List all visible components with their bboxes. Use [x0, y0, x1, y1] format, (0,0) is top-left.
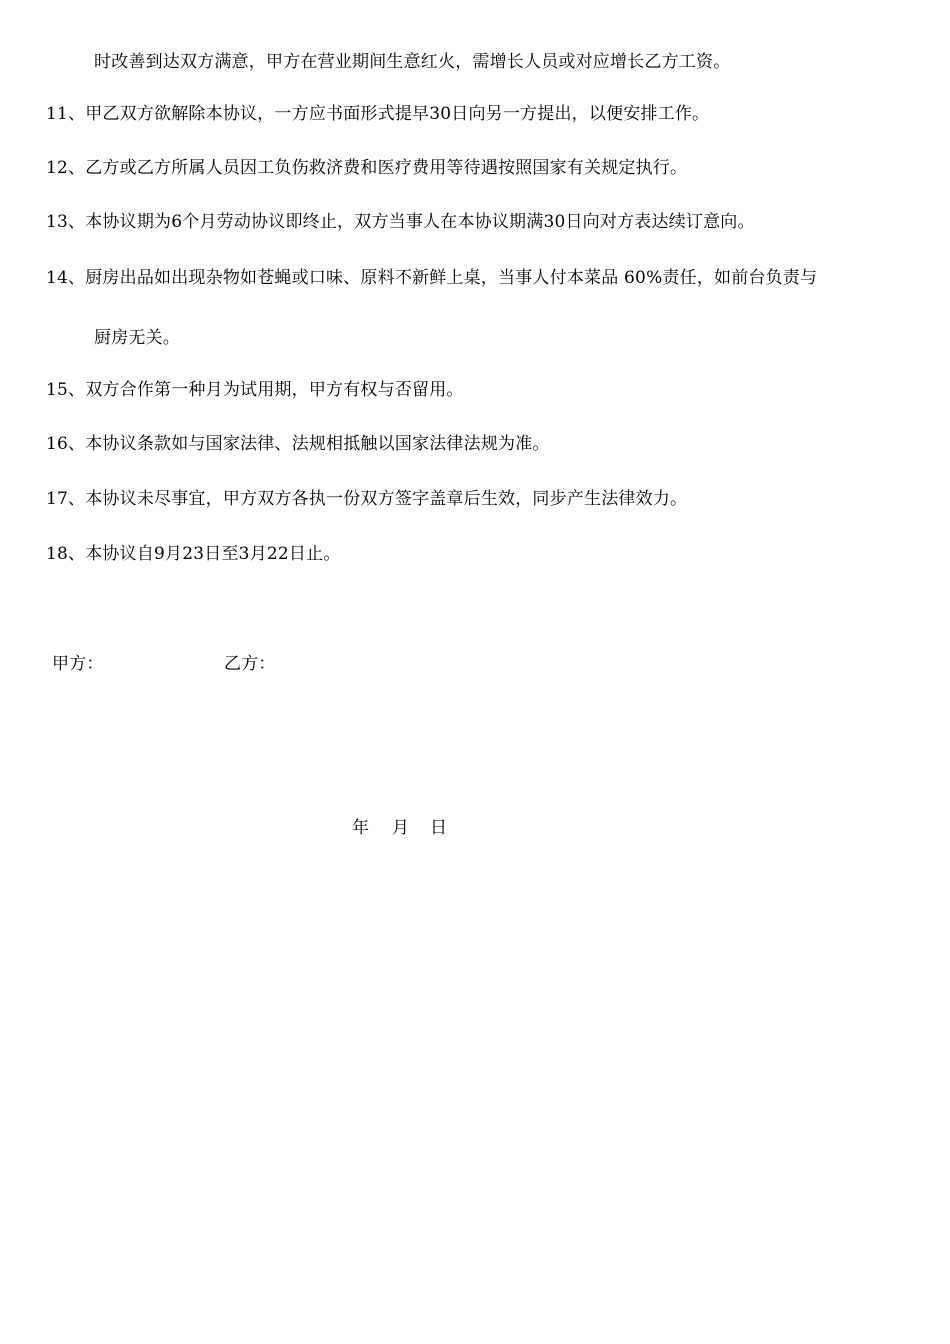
clause-14-continuation: 厨房无关。 — [94, 328, 180, 348]
clause-17: 17、本协议未尽事宜，甲方双方各执一份双方签字盖章后生效，同步产生法律效力。 — [46, 489, 688, 509]
signature-party-a: 甲方： — [52, 654, 104, 674]
clause-18: 18、本协议自9月23日至3月22日止。 — [46, 544, 341, 564]
signature-party-b: 乙方： — [224, 654, 276, 674]
continuation-text: 时改善到达双方满意，甲方在营业期间生意红火，需增长人员或对应增长乙方工资。 — [94, 52, 731, 72]
clause-13: 13、本协议期为6个月劳动协议即终止，双方当事人在本协议期满30日向对方表达续订意向。 — [46, 212, 755, 232]
clause-12: 12、乙方或乙方所属人员因工负伤救济费和医疗费用等待遇按照国家有关规定执行。 — [46, 158, 688, 178]
clause-11: 11、甲乙双方欲解除本协议，一方应书面形式提早30日向另一方提出，以便安排工作。 — [46, 104, 710, 124]
date-year: 年 — [352, 818, 370, 838]
clause-16: 16、本协议条款如与国家法律、法规相抵触以国家法律法规为准。 — [46, 434, 550, 454]
date-day: 日 — [430, 818, 448, 838]
date-month: 月 — [392, 818, 410, 838]
clause-14: 14、厨房出品如出现杂物如苍蝇或口味、原料不新鲜上桌，当事人付本菜品 60%责任，如前台负责与 — [46, 268, 818, 288]
clause-15: 15、双方合作第一种月为试用期，甲方有权与否留用。 — [46, 380, 464, 400]
